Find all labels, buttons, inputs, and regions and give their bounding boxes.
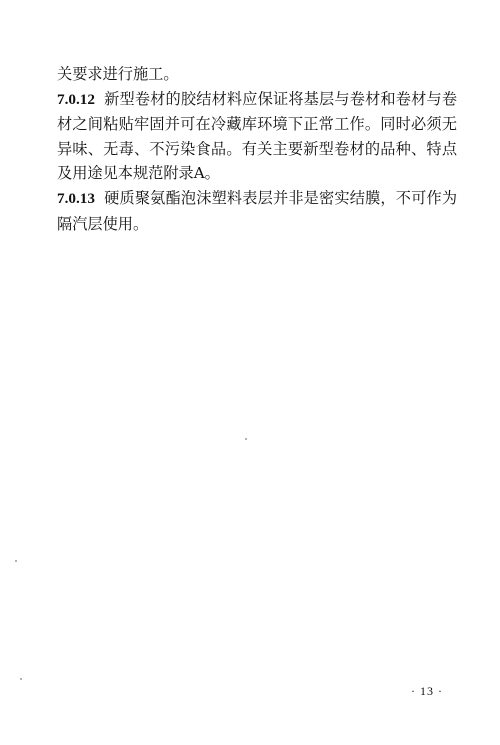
scan-speck [245,438,247,440]
clause-7-0-12 [57,87,457,186]
scan-speck [15,560,17,562]
paragraph-continuation [57,62,457,87]
body-text [57,62,457,236]
clause-text: 硬质聚氨酯泡沫塑料表层并非是密实结膜，不可作为隔汽层使用。 [57,188,457,233]
paragraph-text: 关要求进行施工。 [57,65,179,83]
clause-7-0-13 [57,186,457,236]
clause-number: 7.0.12 [57,90,95,108]
clause-number: 7.0.13 [57,189,95,207]
clause-text: 新型卷材的胶结材料应保证将基层与卷材和卷材与卷材之间粘贴牢固并可在冷藏库环境下正常工作。同时必须无异味、无毒、不污染食品。有关主要新型卷材的品种、特点及用途见本规范附录A。 [57,89,457,183]
scan-speck [20,678,22,680]
page-number: · 13 · [411,684,443,698]
